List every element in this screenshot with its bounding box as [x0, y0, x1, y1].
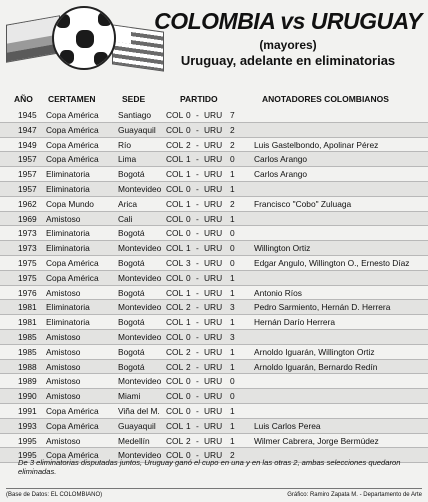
year-cell: 1989 [18, 376, 37, 387]
colombia-label: COL [166, 376, 184, 387]
score-separator: - [196, 302, 199, 313]
year-cell: 1962 [18, 198, 37, 209]
source-credit: (Base de Datos: EL COLOMBIANO) [6, 492, 103, 498]
colombia-label: COL [166, 361, 184, 372]
uruguay-label: URU [204, 124, 223, 135]
scorers-cell: Carlos Arango [254, 169, 308, 180]
venue-cell: Montevideo [118, 331, 162, 342]
venue-cell: Montevideo [118, 376, 162, 387]
colombia-label: COL [166, 287, 184, 298]
colombia-label: COL [166, 302, 184, 313]
uruguay-label: URU [204, 139, 223, 150]
tournament-cell: Copa América [46, 405, 99, 416]
scorers-cell: Antonio Ríos [254, 287, 302, 298]
venue-cell: Bogotá [118, 317, 145, 328]
uruguay-label: URU [204, 154, 223, 165]
score-separator: - [196, 331, 199, 342]
venue-cell: Bogotá [118, 287, 145, 298]
colombia-score: 0 [186, 213, 191, 224]
year-cell: 1995 [18, 435, 37, 446]
year-cell: 1973 [18, 228, 37, 239]
header-venue: SEDE [122, 94, 146, 104]
year-cell: 1957 [18, 169, 37, 180]
year-cell: 1985 [18, 346, 37, 357]
table-row [0, 123, 428, 138]
uruguay-score: 1 [230, 405, 235, 416]
colombia-label: COL [166, 272, 184, 283]
tournament-cell: Eliminatoria [46, 243, 90, 254]
venue-cell: Cali [118, 213, 133, 224]
uruguay-label: URU [204, 450, 223, 461]
colombia-label: COL [166, 391, 184, 402]
year-cell: 1957 [18, 183, 37, 194]
table-row [0, 108, 428, 123]
uruguay-label: URU [204, 420, 223, 431]
tournament-cell: Amistoso [46, 331, 81, 342]
colombia-score: 0 [186, 405, 191, 416]
uruguay-score: 2 [230, 139, 235, 150]
uruguay-score: 0 [230, 257, 235, 268]
colombia-score: 1 [186, 243, 191, 254]
uruguay-label: URU [204, 376, 223, 387]
year-cell: 1949 [18, 139, 37, 150]
header-scorers: ANOTADORES COLOMBIANOS [262, 94, 389, 104]
table-row [0, 315, 428, 330]
colombia-label: COL [166, 331, 184, 342]
tournament-cell: Amistoso [46, 435, 81, 446]
table-row [0, 389, 428, 404]
uruguay-score: 3 [230, 331, 235, 342]
uruguay-score: 1 [230, 317, 235, 328]
score-separator: - [196, 420, 199, 431]
scorers-cell: Francisco "Cobo" Zuluaga [254, 198, 352, 209]
uruguay-label: URU [204, 302, 223, 313]
tournament-cell: Copa América [46, 124, 99, 135]
tournament-cell: Amistoso [46, 213, 81, 224]
colombia-score: 1 [186, 287, 191, 298]
venue-cell: Bogotá [118, 169, 145, 180]
tournament-cell: Amistoso [46, 287, 81, 298]
colombia-score: 2 [186, 361, 191, 372]
venue-cell: Montevideo [118, 450, 162, 461]
tournament-cell: Copa Mundo [46, 198, 94, 209]
header-match: PARTIDO [180, 94, 218, 104]
header [0, 0, 428, 92]
colombia-score: 0 [186, 376, 191, 387]
colombia-score: 1 [186, 154, 191, 165]
venue-cell: Bogotá [118, 228, 145, 239]
uruguay-score: 0 [230, 228, 235, 239]
colombia-score: 1 [186, 198, 191, 209]
colombia-score: 1 [186, 317, 191, 328]
uruguay-label: URU [204, 391, 223, 402]
uruguay-score: 1 [230, 361, 235, 372]
colombia-label: COL [166, 257, 184, 268]
score-separator: - [196, 139, 199, 150]
match-table [0, 108, 428, 463]
scorers-cell: Wilmer Cabrera, Jorge Bermúdez [254, 435, 379, 446]
uruguay-score: 1 [230, 287, 235, 298]
uruguay-label: URU [204, 346, 223, 357]
table-row [0, 241, 428, 256]
scorers-cell: Hernán Darío Herrera [254, 317, 335, 328]
uruguay-label: URU [204, 361, 223, 372]
uruguay-score: 3 [230, 302, 235, 313]
score-separator: - [196, 183, 199, 194]
scorers-cell: Willington Ortiz [254, 243, 311, 254]
year-cell: 1975 [18, 272, 37, 283]
venue-cell: Santiago [118, 110, 152, 120]
table-row [0, 419, 428, 434]
graphic-credit: Gráfico: Ramiro Zapata M. - Departamento de Arte [287, 492, 422, 498]
colombia-score: 2 [186, 435, 191, 446]
colombia-label: COL [166, 450, 184, 461]
colombia-score: 0 [186, 124, 191, 135]
uruguay-label: URU [204, 213, 223, 224]
table-row [0, 271, 428, 286]
uruguay-label: URU [204, 435, 223, 446]
scorers-cell: Luis Carlos Perea [254, 420, 321, 431]
venue-cell: Guayaquil [118, 124, 156, 135]
colombia-label: COL [166, 213, 184, 224]
uruguay-label: URU [204, 405, 223, 416]
uruguay-label: URU [204, 257, 223, 268]
table-header [0, 94, 428, 108]
uruguay-score: 1 [230, 272, 235, 283]
venue-cell: Montevideo [118, 302, 162, 313]
venue-cell: Lima [118, 154, 137, 165]
tournament-cell: Copa América [46, 154, 99, 165]
score-separator: - [196, 361, 199, 372]
table-row [0, 286, 428, 301]
page-subtitle: (mayores) [259, 38, 317, 52]
venue-cell: Montevideo [118, 243, 162, 254]
footnote: De 3 eliminatorias disputadas juntos, Uruguay ganó el cupo en una y en las otras 2, ambas selecciones quedaron eliminadas. [18, 458, 401, 476]
colombia-label: COL [166, 317, 184, 328]
score-separator: - [196, 317, 199, 328]
score-separator: - [196, 243, 199, 254]
tournament-cell: Copa América [46, 257, 99, 268]
uruguay-label: URU [204, 287, 223, 298]
header-year: AÑO [14, 94, 33, 104]
uruguay-label: URU [204, 243, 223, 254]
table-row [0, 197, 428, 212]
tournament-cell: Amistoso [46, 376, 81, 387]
tournament-cell: Copa América [46, 450, 99, 461]
colombia-score: 2 [186, 139, 191, 150]
venue-cell: Bogotá [118, 346, 145, 357]
tournament-cell: Eliminatoria [46, 183, 90, 194]
uruguay-label: URU [204, 317, 223, 328]
year-cell: 1945 [18, 110, 37, 120]
tournament-cell: Eliminatoria [46, 169, 90, 180]
score-separator: - [196, 287, 199, 298]
tournament-cell: Eliminatoria [46, 317, 90, 328]
tournament-cell: Eliminatoria [46, 302, 90, 313]
uruguay-score: 0 [230, 376, 235, 387]
venue-cell: Río [118, 139, 132, 150]
colombia-label: COL [166, 420, 184, 431]
uruguay-score: 1 [230, 420, 235, 431]
score-separator: - [196, 272, 199, 283]
venue-cell: Bogotá [118, 257, 145, 268]
colombia-score: 1 [186, 420, 191, 431]
uruguay-label: URU [204, 272, 223, 283]
tournament-cell: Amistoso [46, 361, 81, 372]
table-row [0, 345, 428, 360]
colombia-label: COL [166, 110, 184, 120]
header-tournament: CERTAMEN [48, 94, 96, 104]
credits [6, 488, 422, 501]
page-subheading: Uruguay, adelante en eliminatorias [180, 53, 396, 68]
uruguay-score: 1 [230, 346, 235, 357]
scorers-cell: Arnoldo Iguarán, Bernardo Redín [254, 361, 378, 372]
colombia-score: 0 [186, 391, 191, 402]
venue-cell: Guayaquil [118, 420, 156, 431]
uruguay-score: 7 [230, 110, 235, 120]
colombia-label: COL [166, 183, 184, 194]
uruguay-label: URU [204, 169, 223, 180]
table-row [0, 360, 428, 375]
score-separator: - [196, 391, 199, 402]
score-separator: - [196, 110, 199, 120]
year-cell: 1973 [18, 243, 37, 254]
colombia-score: 2 [186, 346, 191, 357]
year-cell: 1988 [18, 361, 37, 372]
scorers-cell: Arnoldo Iguarán, Willington Ortiz [254, 346, 375, 357]
year-cell: 1975 [18, 257, 37, 268]
score-separator: - [196, 376, 199, 387]
year-cell: 1969 [18, 213, 37, 224]
uruguay-label: URU [204, 198, 223, 209]
table-row [0, 138, 428, 153]
uruguay-score: 1 [230, 183, 235, 194]
score-separator: - [196, 169, 199, 180]
uruguay-label: URU [204, 331, 223, 342]
page-title: COLOMBIA vs URUGUAY [154, 8, 422, 34]
venue-cell: Montevideo [118, 272, 162, 283]
colombia-score: 0 [186, 272, 191, 283]
tournament-cell: Amistoso [46, 391, 81, 402]
tournament-cell: Amistoso [46, 346, 81, 357]
year-cell: 1990 [18, 391, 37, 402]
soccer-ball-icon [52, 6, 116, 70]
colombia-label: COL [166, 124, 184, 135]
score-separator: - [196, 346, 199, 357]
score-separator: - [196, 198, 199, 209]
colombia-score: 3 [186, 257, 191, 268]
uruguay-label: URU [204, 183, 223, 194]
year-cell: 1947 [18, 124, 37, 135]
uruguay-score: 0 [230, 243, 235, 254]
year-cell: 1957 [18, 154, 37, 165]
uruguay-score: 1 [230, 435, 235, 446]
year-cell: 1976 [18, 287, 37, 298]
colombia-label: COL [166, 405, 184, 416]
year-cell: 1981 [18, 302, 37, 313]
year-cell: 1981 [18, 317, 37, 328]
table-row [0, 256, 428, 271]
colombia-score: 2 [186, 302, 191, 313]
uruguay-score: 1 [230, 213, 235, 224]
uruguay-score: 1 [230, 169, 235, 180]
uruguay-score: 0 [230, 391, 235, 402]
colombia-label: COL [166, 169, 184, 180]
uruguay-score: 0 [230, 154, 235, 165]
venue-cell: Arica [118, 198, 138, 209]
table-row [0, 152, 428, 167]
table-row [0, 212, 428, 227]
year-cell: 1985 [18, 331, 37, 342]
tournament-cell: Copa América [46, 110, 99, 120]
score-separator: - [196, 154, 199, 165]
uruguay-score: 2 [230, 450, 235, 461]
score-separator: - [196, 450, 199, 461]
colombia-score: 0 [186, 331, 191, 342]
scorers-cell: Edgar Angulo, Willington O., Ernesto Díaz [254, 257, 410, 268]
venue-cell: Viña del M. [118, 405, 160, 416]
score-separator: - [196, 405, 199, 416]
venue-cell: Miami [118, 391, 141, 402]
table-row [0, 300, 428, 315]
score-separator: - [196, 435, 199, 446]
score-separator: - [196, 257, 199, 268]
table-row [0, 226, 428, 241]
colombia-label: COL [166, 243, 184, 254]
colombia-score: 0 [186, 450, 191, 461]
colombia-score: 0 [186, 110, 191, 120]
venue-cell: Montevideo [118, 183, 162, 194]
venue-cell: Medellín [118, 435, 150, 446]
uruguay-label: URU [204, 228, 223, 239]
tournament-cell: Eliminatoria [46, 228, 90, 239]
year-cell: 1993 [18, 420, 37, 431]
colombia-label: COL [166, 198, 184, 209]
colombia-label: COL [166, 139, 184, 150]
colombia-score: 0 [186, 228, 191, 239]
table-row [0, 404, 428, 419]
score-separator: - [196, 228, 199, 239]
scorers-cell: Pedro Sarmiento, Hernán D. Herrera [254, 302, 391, 313]
table-row [0, 182, 428, 197]
venue-cell: Bogotá [118, 361, 145, 372]
colombia-label: COL [166, 228, 184, 239]
table-row [0, 374, 428, 389]
colombia-label: COL [166, 346, 184, 357]
colombia-score: 0 [186, 183, 191, 194]
scorers-cell: Carlos Arango [254, 154, 308, 165]
score-separator: - [196, 124, 199, 135]
tournament-cell: Copa América [46, 420, 99, 431]
colombia-score: 1 [186, 169, 191, 180]
year-cell: 1991 [18, 405, 37, 416]
table-row [0, 330, 428, 345]
uruguay-score: 2 [230, 198, 235, 209]
year-cell: 1995 [18, 450, 37, 461]
uruguay-label: URU [204, 110, 223, 120]
uruguay-score: 2 [230, 124, 235, 135]
scorers-cell: Luis Gastelbondo, Apolinar Pérez [254, 139, 379, 150]
tournament-cell: Copa América [46, 139, 99, 150]
table-row [0, 434, 428, 449]
colombia-label: COL [166, 154, 184, 165]
score-separator: - [196, 213, 199, 224]
colombia-label: COL [166, 435, 184, 446]
tournament-cell: Copa América [46, 272, 99, 283]
table-row [0, 167, 428, 182]
